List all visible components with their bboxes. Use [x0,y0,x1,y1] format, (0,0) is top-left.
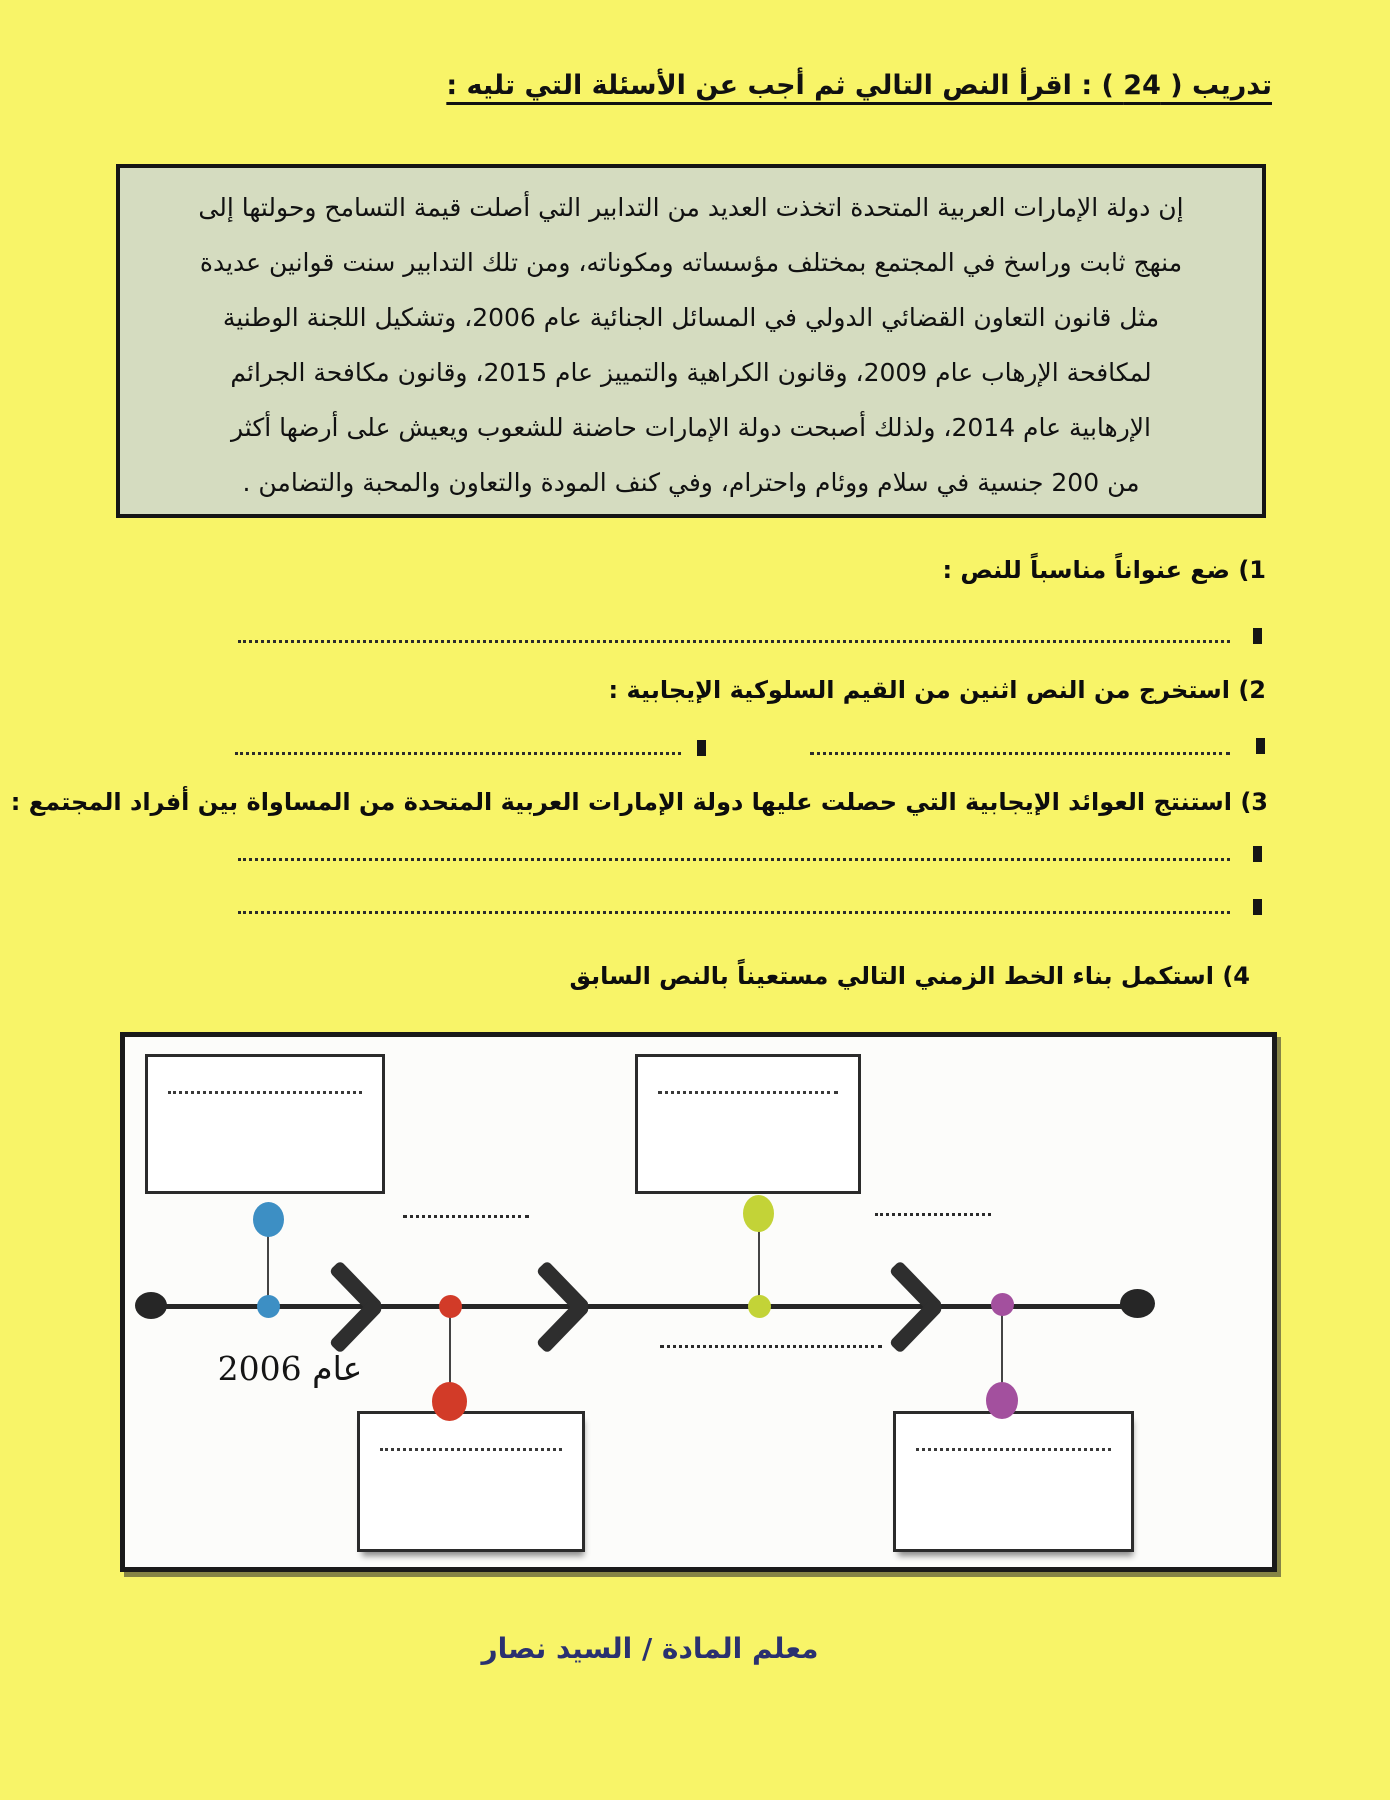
connector-line-purple [1001,1307,1003,1391]
answer-line-q3-second [238,911,1230,914]
question-1: 1) ضع عنواناً مناسباً للنص : [942,556,1266,584]
timeline-node-green-dot [748,1295,771,1318]
event-box-bottom-right [893,1411,1134,1552]
timeline-node-red-marker [432,1382,467,1421]
square-bullet-icon [1253,899,1262,915]
chevron-right-icon [885,1256,945,1356]
connector-line-blue [267,1233,269,1299]
answer-line-q3-first [238,858,1230,861]
timeline-node-blue-marker [253,1202,284,1237]
answer-dots-bottom-left [380,1448,562,1451]
passage-line: الإرهابية عام 2014، ولذلك أصبحت دولة الإمارات حاضنة للشعوب ويعيش على أرضها أكثر [230,413,1151,442]
answer-dots-below-axis [660,1345,882,1348]
passage-line: إن دولة الإمارات العربية المتحدة اتخذت العديد من التدابير التي أصلت قيمة التسامح وحولتها إلى [198,193,1184,222]
chevron-bar [889,1298,944,1354]
timeline-diagram [120,1032,1277,1572]
chevron-bar [329,1298,384,1354]
answer-line-q2-left [235,752,681,755]
connector-line-red [449,1309,451,1391]
timeline-node-purple-marker [986,1382,1018,1419]
answer-dots-mid-left [403,1215,529,1218]
passage-line: لمكافحة الإرهاب عام 2009، وقانون الكراهية والتمييز عام 2015، وقانون مكافحة الجرائم [230,358,1152,387]
chevron-right-icon [532,1256,592,1356]
teacher-signature: معلم المادة / السيد نصار [481,1632,819,1665]
square-bullet-icon [697,740,706,756]
square-bullet-icon [1256,738,1265,754]
event-box-top-left [145,1054,385,1194]
answer-dots-bottom-right [916,1448,1111,1451]
event-box-bottom-left [357,1411,585,1552]
passage-line: من 200 جنسية في سلام ووئام واحترام، وفي كنف المودة والتعاون والمحبة والتضامن . [242,468,1140,497]
event-box-top-middle [635,1054,861,1194]
question-4: 4) استكمل بناء الخط الزمني التالي مستعيناً بالنص السابق [569,962,1250,990]
passage-line: مثل قانون التعاون القضائي الدولي في المسائل الجنائية عام 2006، وتشكيل اللجنة الوطنية [222,303,1160,332]
question-3: 3) استنتج العوائد الإيجابية التي حصلت عليها دولة الإمارات العربية المتحدة من المساواة بين أفراد المجتمع : [10,788,1268,816]
timeline-node-blue-dot [257,1295,280,1318]
answer-line-q2-right [810,752,1230,755]
connector-line-green [758,1229,760,1299]
timeline-start-dot [135,1292,167,1319]
timeline-end-dot [1120,1289,1155,1318]
year-label-2006: عام 2006 [217,1349,363,1388]
timeline-node-green-marker [743,1195,774,1232]
passage-line: منهج ثابت وراسخ في المجتمع بمختلف مؤسساته ومكوناته، ومن تلك التدابير سنت قوانين عديدة [199,248,1183,277]
answer-dots-mid-right [875,1213,991,1216]
timeline-node-purple-dot [991,1293,1014,1316]
answer-dots-top-left [168,1091,362,1094]
answer-line-q1 [238,640,1230,643]
timeline-node-red-dot [439,1295,462,1318]
exercise-title: تدريب ( 24 ) : اقرأ النص التالي ثم أجب عن الأسئلة التي تليه : [446,70,1272,101]
chevron-right-icon [325,1256,385,1356]
square-bullet-icon [1253,846,1262,862]
question-2: 2) استخرج من النص اثنين من القيم السلوكية الإيجابية : [608,676,1266,704]
chevron-bar [536,1298,591,1354]
square-bullet-icon [1253,628,1262,644]
passage-box [116,164,1266,518]
answer-dots-top-middle [658,1091,838,1094]
